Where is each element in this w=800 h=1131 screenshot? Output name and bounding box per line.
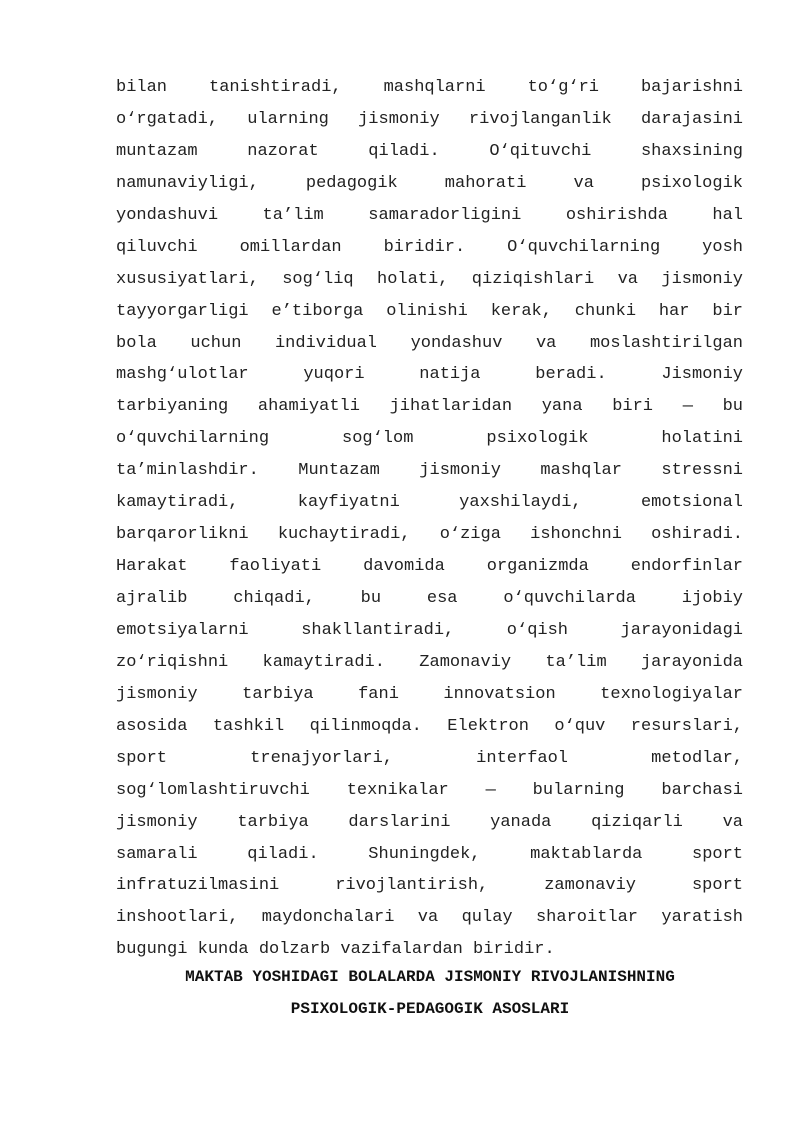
text-line: infratuzilmasini rivojlantirish, zamonaviy sport [116,876,743,896]
text-line: yondashuvi ta’lim samaradorligini oshirishda hal [116,205,743,225]
text-line: sport trenajyorlari, interfaol metodlar, [116,748,743,768]
body-paragraph [116,72,743,966]
text-line: Harakat faoliyati davomida organizmda endorfinlar [116,557,743,577]
text-line: namunaviyligi, pedagogik mahorati va psixologik [116,173,743,193]
section-heading-line-1: MAKTAB YOSHIDAGI BOLALARDA JISMONIY RIVOJLANISHNING [185,968,675,986]
text-line: qiluvchi omillardan biridir. O‘quvchilarning yosh [116,237,743,257]
text-line: o‘quvchilarning sog‘lom psixologik holatini [116,429,743,449]
text-line: muntazam nazorat qiladi. O‘qituvchi shaxsining [116,141,743,161]
text-line: xususiyatlari, sog‘liq holati, qiziqishlari va jismoniy [116,269,743,289]
text-line: jismoniy tarbiya fani innovatsion texnologiyalar [116,684,743,704]
text-line: sog‘lomlashtiruvchi texnikalar — bularning barchasi [116,780,743,800]
text-line: bilan tanishtiradi, mashqlarni to‘g‘ri bajarishni [116,78,743,97]
section-heading-line-2: PSIXOLOGIK-PEDAGOGIK ASOSLARI [290,1000,570,1018]
text-line: tarbiyaning ahamiyatli jihatlaridan yana biri — bu [116,397,743,417]
text-line: bola uchun individual yondashuv va moslashtirilgan [116,333,743,353]
text-line: jismoniy tarbiya darslarini yanada qiziqarli va [116,812,743,832]
text-line: mashg‘ulotlar yuqori natija beradi. Jismoniy [116,365,743,385]
text-line: o‘rgatadi, ularning jismoniy rivojlanganlik darajasini [116,109,743,129]
text-line: emotsiyalarni shakllantiradi, o‘qish jarayonidagi [116,620,743,640]
text-line: asosida tashkil qilinmoqda. Elektron o‘quv resurslari, [116,716,743,736]
text-line: ajralib chiqadi, bu esa o‘quvchilarda ijobiy [116,589,743,608]
text-line: inshootlari, maydonchalari va qulay sharoitlar yaratish [116,908,743,928]
text-line: barqarorlikni kuchaytiradi, o‘ziga ishonchni oshiradi. [116,525,743,545]
text-line: samarali qiladi. Shuningdek, maktablarda sport [116,844,743,864]
text-line-last: bugungi kunda dolzarb vazifalardan biridir. [116,940,555,960]
text-line: zo‘riqishni kamaytiradi. Zamonaviy ta’lim jarayonida [116,652,743,672]
text-line: kamaytiradi, kayfiyatni yaxshilaydi, emotsional [116,493,743,513]
text-line: tayyorgarligi e’tiborga olinishi kerak, chunki har bir [116,301,743,321]
text-line: ta’minlashdir. Muntazam jismoniy mashqlar stressni [116,461,743,481]
